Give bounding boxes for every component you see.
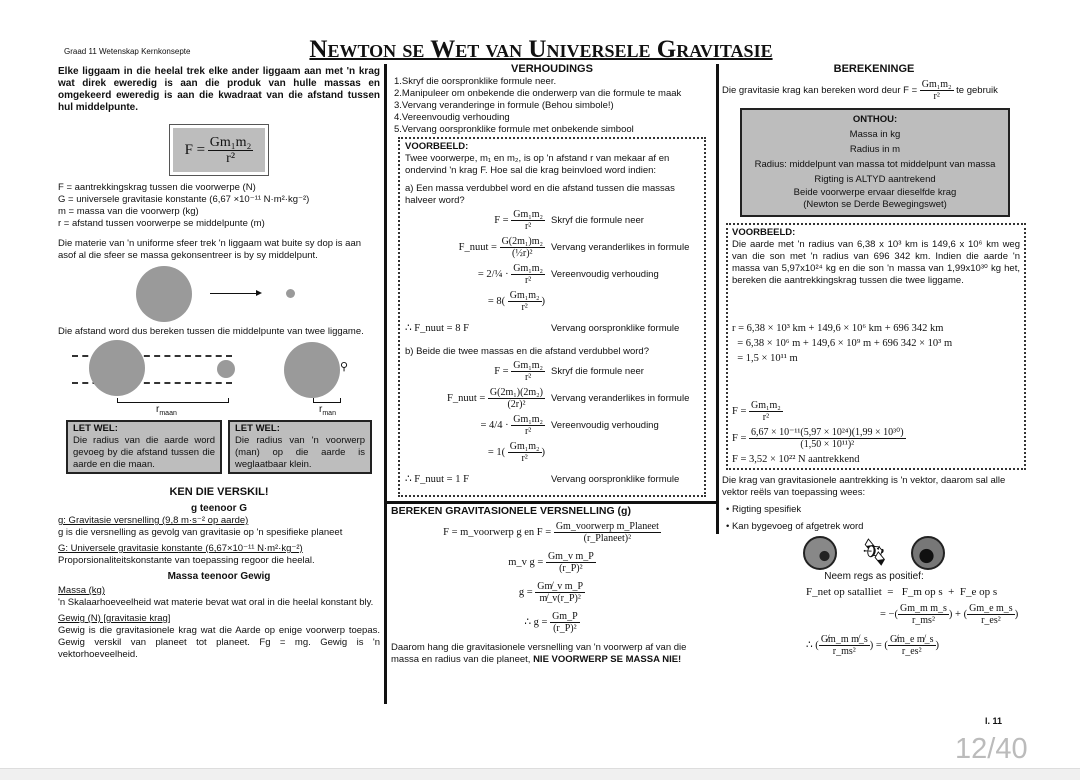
step: 1.Skryf die oorspronklike formule neer. xyxy=(394,76,557,87)
definition: G = universele gravitasie konstante (6,67 ×10⁻¹¹ N·m²·kg⁻²) xyxy=(58,194,310,205)
right-column xyxy=(722,63,1026,659)
formula-box xyxy=(169,124,269,176)
example-box xyxy=(398,137,706,497)
step-lhs: F_nuut = $\frac{\text{G(2m₁)m₂}}{\text{(½r)²}}$ xyxy=(458,236,543,259)
radius-bracket xyxy=(313,398,341,403)
note-box xyxy=(228,420,372,474)
solution-step xyxy=(405,288,699,315)
term-heading: Massa (kg) xyxy=(58,585,105,596)
step-lhs: = 2/¼ · $\frac{\text{Gm₁m₂}}{\text{r²}}$ xyxy=(477,263,543,286)
onthou-item: Radius: middelpunt van massa tot middelpunt van massa xyxy=(754,159,996,170)
calculation: r = 6,38 × 10³ km + 149,6 × 10⁶ km + 696 342 km = 6,38 × 10⁶ m + 149,6 × 10⁹ m + 696 342 × 10³ m = 1,5 × 10¹¹ m xyxy=(732,323,953,364)
law-statement: Elke liggaam in die heelal trek elke ander liggaam aan met 'n krag wat direk eweredig is aan die produk van hulle massas en omgekeerd eweredig is aan die kwadraat van die afstand tussen hul middelpunte. xyxy=(58,66,380,113)
sphere-text: Die materie van 'n uniforme sfeer trek 'n liggaam wat buite sy dop is aan asof al die sfeer se massa gekonsentreer is by sy middelpunt. xyxy=(58,238,362,261)
note-text: Die radius van 'n voorwerp (man) op die aarde is weglaatbaar klein. xyxy=(235,435,365,470)
definition: F = aantrekkingskrag tussen die voorwerpe (N) xyxy=(58,182,256,193)
steps-list xyxy=(388,76,716,136)
equilibrium-equation: ∴ ( $\frac{\text{G̸m\_m m̸\_s}}{\text{r\_ms²}}$ ) = ( $\frac{\text{G̸m\_e m̸\_s}}{\text{r\_es²}}$ ) xyxy=(806,633,940,657)
point-mass-illustration xyxy=(286,289,295,298)
formula-fraction: $\frac{\text{Gm₁m₂}}{\text{r²}}$ xyxy=(209,134,252,166)
term-text: Proporsionaliteitskonstante van toepassing regoor die heelal. xyxy=(58,555,315,566)
example-title: VOORBEELD: xyxy=(405,141,469,152)
term-heading: g: Gravitasie versnelling (9,8 m·s⁻² op aarde) xyxy=(58,515,249,526)
onthou-item: Massa in kg xyxy=(849,129,901,140)
r-man-label: $r_{man}$ xyxy=(319,404,336,417)
solution-step xyxy=(405,412,699,439)
intro-text: Die gravitasie krag kan bereken word deur F = $\frac{\text{Gm₁m₂}}{\text{r²}}$ te gebruik xyxy=(722,79,998,102)
solution-step xyxy=(405,207,699,234)
distance-illustration-area xyxy=(58,338,380,420)
step: 5.Vervang oorspronklike formule met onbekende simbool xyxy=(394,124,634,135)
step-note: Vereenvoudig verhouding xyxy=(551,268,659,280)
earth-illustration xyxy=(89,340,145,396)
net-force-expansion: = −( $\frac{\text{Gm\_m m\_s}}{\text{r\_ms²}}$ ) + ( $\frac{\text{Gm\_e m\_s}}{\text{r\_es²}}$ ) xyxy=(880,602,1019,626)
verskil-title: KEN DIE VERSKIL! xyxy=(169,486,269,498)
onthou-item: Rigting is ALTYD aantrekend xyxy=(814,174,936,185)
distance-bracket xyxy=(117,398,229,403)
question-a: a) Een massa verdubbel word en die afstand tussen die massas halveer word? xyxy=(405,183,675,206)
definition: r = afstand tussen voorwerpe se middelpunte (m) xyxy=(58,218,265,229)
solution-step xyxy=(405,261,699,288)
note-text: Die radius van die aarde word gevoeg by die afstand tussen die aarde en die maan. xyxy=(73,435,215,470)
step: 4.Vereenvoudig verhouding xyxy=(394,112,510,123)
step: 2.Manipuleer om onbekende die onderwerp van die formule te maak xyxy=(394,88,682,99)
moon-icon xyxy=(803,536,837,570)
berekeninge-title: BEREKENINGE xyxy=(833,63,915,75)
step-lhs: F = $\frac{\text{Gm₁m₂}}{\text{r²}}$ xyxy=(494,209,543,232)
sphere-illustration-area xyxy=(58,262,380,326)
definitions xyxy=(58,182,380,230)
note-title: LET WEL: xyxy=(235,423,280,434)
example-box: VOORBEELD: Die aarde met 'n radius van 6,38 x 10³ km is 149,6 x 10⁶ km weg van die son met 'n radius van 696 342 km. Indien die aarde 'n massa van 5,97x10²⁴ kg en die son 'n massa van 1,99x10³⁰ kg het, bereken die aantrekkingskrag tussen die twee liggame. r = 6,38 × 10³ km + 149,6 × 10⁶ km + 696 342 km = 6,38 × 10⁶ m + 149,6 × 10⁹ m + 696 342 × 10³ m = 1,5 × 10¹¹ m F = $\frac{\text{Gm₁m₂}}{\text{r²}}$ F = $\frac{\text{6,67 × 10⁻¹¹(5,97 × 10²⁴)(1,99 × 10³⁰)}}{\text{(1,50 × 10¹¹)²}}$ F = 3,52 × 10²² N aantrekkend xyxy=(726,223,1026,470)
distance-text: Die afstand word dus bereken tussen die middelpunte van twee liggame. xyxy=(58,326,364,337)
example-text: Die aarde met 'n radius van 6,38 x 10³ km is 149,6 x 10⁶ km weg van die son met 'n radius van 696 342 km. Indien die aarde 'n massa van 5,97x10²⁴ kg en die son 'n massa van 1,99x10³⁰ kg het, bereken die aantrekkingskrag tussen die twee liggame. xyxy=(732,239,1020,286)
page-label: l. 11 xyxy=(985,716,1003,726)
bullet-list: • Rigting spesifiek • Kan bygevoeg of afgetrek word xyxy=(726,504,864,532)
onthou-item: Radius in m xyxy=(849,144,901,155)
subheading: g teenoor G xyxy=(190,503,248,514)
arrow-head-icon xyxy=(256,290,262,296)
answer: F = 3,52 × 10²² N aantrekkend xyxy=(732,454,860,465)
onthou-box xyxy=(740,108,1010,217)
viewer-bottom-bar xyxy=(0,768,1080,780)
left-column xyxy=(58,66,380,661)
step-note: Skryf die formule neer xyxy=(551,365,644,377)
question-b: b) Beide die twee massas en die afstand verdubbel word? xyxy=(405,346,649,357)
step-lhs: F_nuut = $\frac{\text{G(2m₁)(2m₂)}}{\text{(2r)²}}$ xyxy=(446,387,543,410)
satellite-icon: 🛰 xyxy=(854,533,895,572)
step-lhs: = 1( $\frac{\text{Gm₁m₂}}{\text{r²}}$ ) xyxy=(487,441,545,464)
definition: m = massa van die voorwerp (kg) xyxy=(58,206,199,217)
verhoudings-title: VERHOUDINGS xyxy=(511,63,593,75)
step-note: Vervang veranderlikes in formule xyxy=(551,241,690,253)
step-lhs: = 4/4 · $\frac{\text{Gm₁m₂}}{\text{r²}}$ xyxy=(480,414,543,437)
g-section xyxy=(386,501,718,666)
formula-lhs: F = xyxy=(184,141,206,158)
g-conclusion: Daarom hang die gravitasionele versnelling van 'n voorwerp af van die massa en radius van die planeet, NIE VOORWERP SE MASSA NIE! xyxy=(391,642,687,665)
middle-column xyxy=(388,63,716,666)
term-heading: Gewig (N) [gravitasie krag] xyxy=(58,613,171,624)
solution-step xyxy=(405,439,699,466)
solution-step xyxy=(405,358,699,385)
step-lhs: F = $\frac{\text{Gm₁m₂}}{\text{r²}}$ xyxy=(494,360,543,383)
arrow-icon xyxy=(210,293,260,294)
r-moon-label: $r_{maan}$ xyxy=(156,404,177,417)
subject-label: Graad 11 Wetenskap Kernkonsepte xyxy=(64,47,191,56)
term-text: 'n Skalaarhoeveelheid wat materie bevat wat oral in die heelal konstant bly. xyxy=(58,597,374,608)
note-title: LET WEL: xyxy=(73,423,118,434)
term-text: Gewig is die gravitasionele krag wat die Aarde op enige voorwerp toepas. Gewig verskil van planeet tot planeet. Fg = mg. Gewig is 'n vektorhoeveelheid. xyxy=(58,625,380,660)
step-note: Vervang veranderlikes in formule xyxy=(551,392,690,404)
sphere-illustration xyxy=(136,266,192,322)
bullet-item: Kan bygevoeg of afgetrek word xyxy=(731,521,864,532)
man-icon: ⚲ xyxy=(340,361,349,373)
step-note: Vervang oorspronklike formule xyxy=(551,473,680,485)
step-note: Skryf die formule neer xyxy=(551,214,644,226)
step-note: Vervang oorspronklike formule xyxy=(551,322,680,334)
term-heading: G: Universele gravitasie konstante (6,67×10⁻¹¹ N·m²·kg⁻²) xyxy=(58,543,303,554)
bullet-item: Rigting spesifiek xyxy=(731,504,802,515)
result-b: ∴ F_nuut = 1 F xyxy=(405,473,469,485)
subheading: Massa teenoor Gewig xyxy=(167,571,271,582)
moon-illustration xyxy=(217,360,235,378)
onthou-title: ONTHOU: xyxy=(852,114,898,125)
bodies-icons xyxy=(722,535,1026,571)
solution-b xyxy=(405,358,699,466)
solution-step xyxy=(405,234,699,261)
term-text: g is die versnelling as gevolg van gravitasie op 'n spesifieke planeet xyxy=(58,527,343,538)
notes-row xyxy=(58,420,380,474)
column-divider xyxy=(716,64,719,534)
onthou-item: Beide voorwerpe ervaar dieselfde krag (Newton se Derde Bewegingswet) xyxy=(793,187,957,210)
page-title: Newton se Wet van Universele Gravitasie xyxy=(309,36,773,63)
step: 3.Vervang veranderinge in formule (Behou simbole!) xyxy=(394,100,614,111)
solution-step xyxy=(405,385,699,412)
earth-with-man-illustration xyxy=(284,342,340,398)
solution-a xyxy=(405,207,699,315)
net-force-equation: F_net op satalliet = F_m op s + F_e op s xyxy=(806,586,998,598)
page-counter: 12/40 xyxy=(955,733,1028,765)
step-note: Vereenvoudig verhouding xyxy=(551,419,659,431)
example-title: VOORBEELD: xyxy=(732,227,796,238)
verskil-section xyxy=(58,503,380,661)
g-section-title: BEREKEN GRAVITASIONELE VERSNELLING (g) xyxy=(391,505,631,517)
step-lhs: = 8( $\frac{\text{Gm₁m₂}}{\text{r²}}$ ) xyxy=(487,290,545,313)
result-a: ∴ F_nuut = 8 F xyxy=(405,322,469,334)
positive-direction: Neem regs as positief: xyxy=(824,571,924,582)
example-text: Twee voorwerpe, m₁ en m₂, is op 'n afstand r van mekaar af en ondervind 'n krag F. Hoe sal die krag beinvloed word indien: xyxy=(405,153,670,176)
earth-icon xyxy=(911,536,945,570)
vector-text: Die krag van gravitasionele aantrekking is 'n vektor, daarom sal alle vektor reëls van toepassing wees: xyxy=(722,475,1006,498)
note-box xyxy=(66,420,222,474)
g-derivation: F = m_voorwerp g en F = $\frac{\text{Gm\_voorwerp m\_Planeet}}{\text{(r\_Planeet)²}}$ m_v g = $\frac{\text{Gm\_v m\_P}}{\text{(r\_P)²}}$ g = $\frac{\text{Gm̸\_v m\_P}}{\text{m̸\_v(r\_P)²}}$ ∴ g = $\frac{Gm\_P}{\text{(r\_P)²}}$ xyxy=(443,521,659,635)
